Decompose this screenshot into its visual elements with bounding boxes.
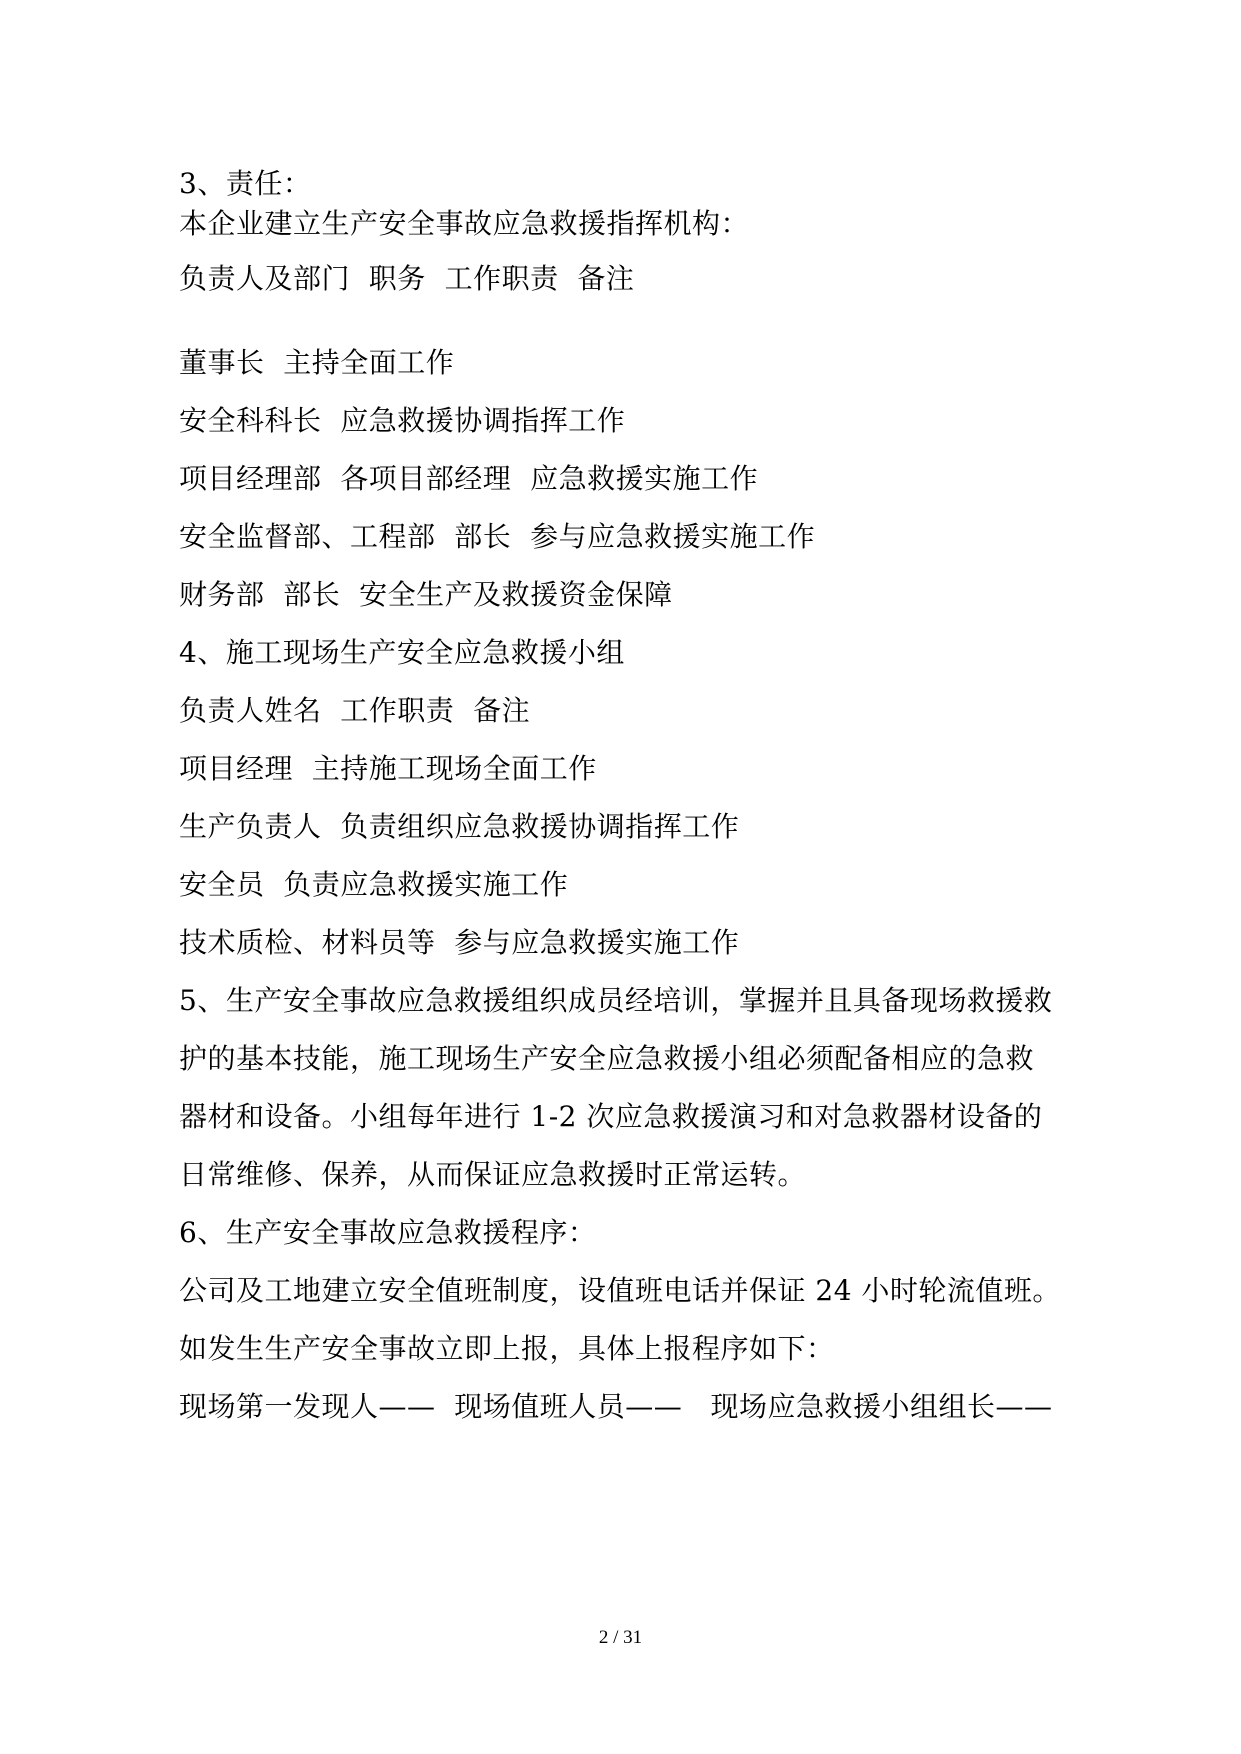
table-row-line: 技术质检、材料员等 参与应急救援实施工作 — [179, 926, 740, 959]
table-row-line: 安全监督部、工程部 部长 参与应急救援实施工作 — [179, 520, 816, 553]
paragraph-line: 护的基本技能，施工现场生产安全应急救援小组必须配备相应的急救 — [179, 1042, 1035, 1075]
table-header-line: 负责人姓名 工作职责 备注 — [179, 694, 531, 727]
section-heading-rescue-team: 4、施工现场生产安全应急救援小组 — [179, 636, 625, 669]
table-row-line: 安全员 负责应急救援实施工作 — [179, 868, 569, 901]
paragraph-line: 公司及工地建立安全值班制度，设值班电话并保证 24 小时轮流值班。 — [179, 1274, 1061, 1307]
paragraph-line: 现场第一发现人—— 现场值班人员—— 现场应急救援小组组长—— — [179, 1390, 1053, 1423]
table-row-line: 项目经理部 各项目部经理 应急救援实施工作 — [179, 462, 759, 495]
paragraph-line: 如发生生产安全事故立即上报，具体上报程序如下： — [179, 1332, 835, 1365]
text-line: 本企业建立生产安全事故应急救援指挥机构： — [179, 207, 750, 240]
paragraph-line: 器材和设备。小组每年进行 1-2 次应急救援演习和对急救器材设备的 — [179, 1100, 1043, 1133]
paragraph-line: 日常维修、保养，从而保证应急救援时正常运转。 — [179, 1158, 807, 1191]
table-row-line: 董事长 主持全面工作 — [179, 346, 455, 379]
paragraph-line: 5、生产安全事故应急救援组织成员经培训，掌握并且具备现场救援救 — [179, 984, 1053, 1017]
table-row-line: 财务部 部长 安全生产及救援资金保障 — [179, 578, 673, 611]
table-header-line: 负责人及部门 职务 工作职责 备注 — [179, 262, 635, 295]
table-row-line: 生产负责人 负责组织应急救援协调指挥工作 — [179, 810, 740, 843]
section-heading-procedure: 6、生产安全事故应急救援程序： — [179, 1216, 597, 1249]
table-row-line: 项目经理 主持施工现场全面工作 — [179, 752, 597, 785]
table-row-line: 安全科科长 应急救援协调指挥工作 — [179, 404, 626, 437]
section-heading-responsibility: 3、责任： — [179, 167, 312, 200]
page-number: 2 / 31 — [598, 1627, 643, 1648]
